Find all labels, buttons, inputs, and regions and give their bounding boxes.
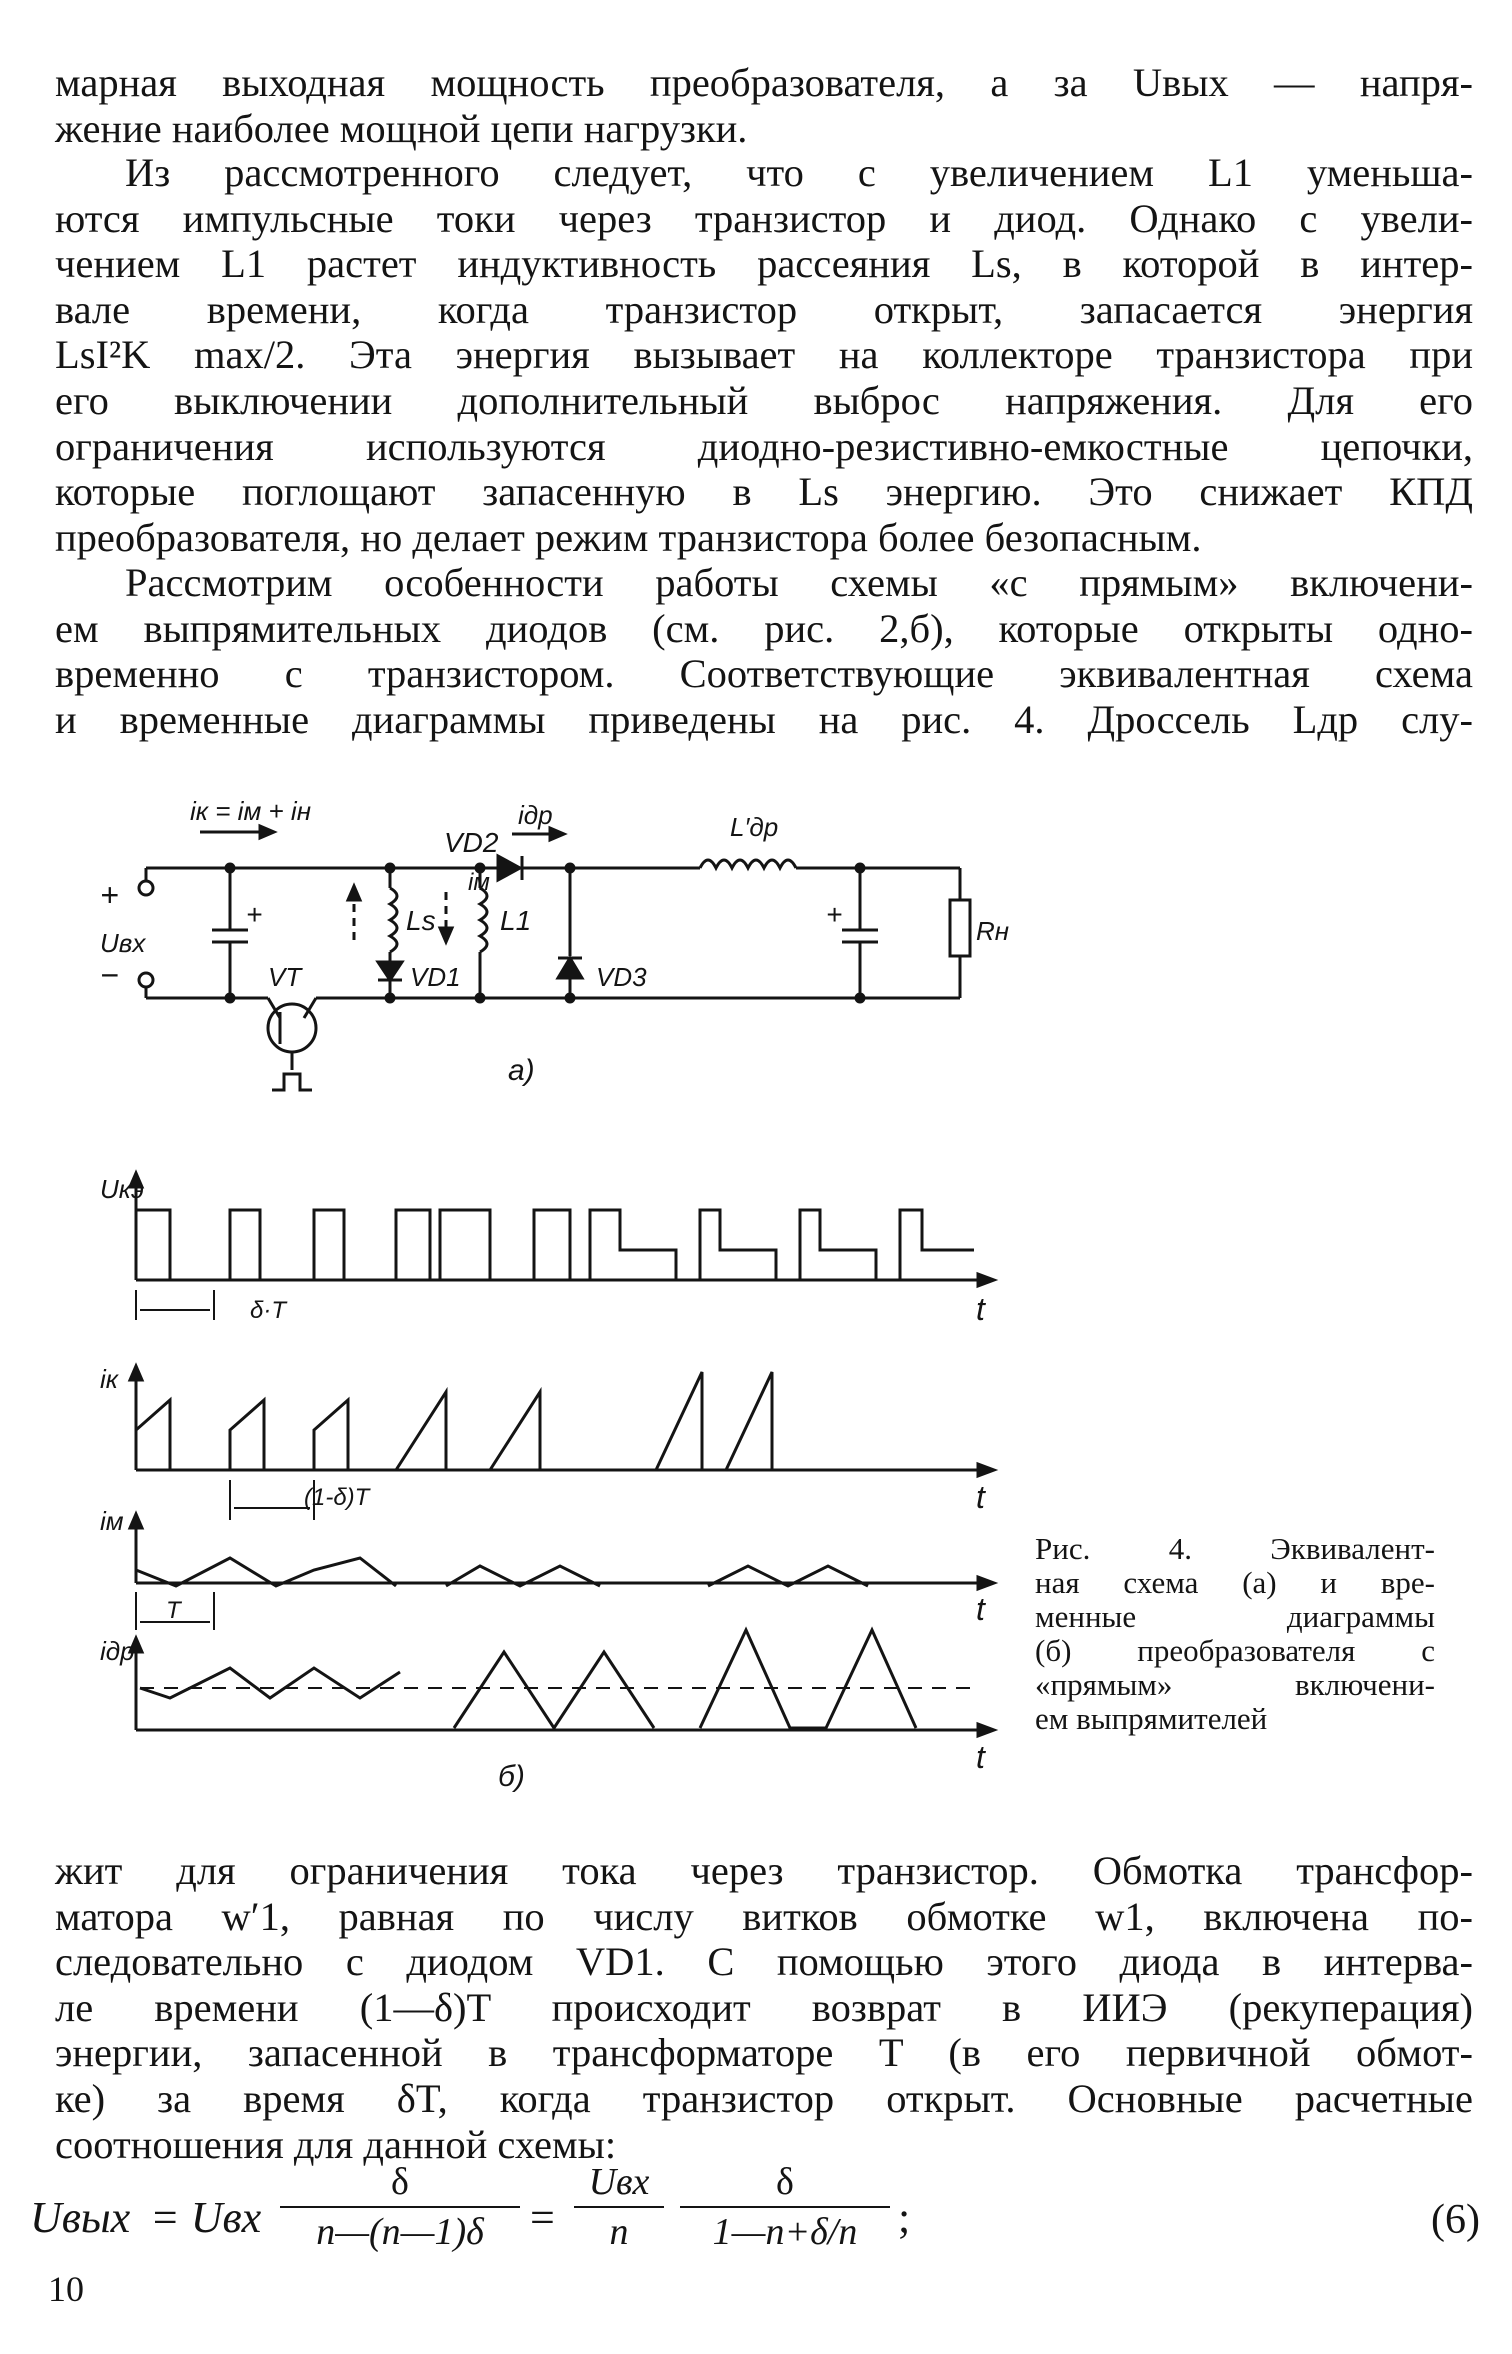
ukz-waveform <box>136 1210 974 1280</box>
uvx-label: Uвх <box>100 928 146 958</box>
fraction-2 <box>574 2160 664 2254</box>
im-circuit-label: iм <box>468 869 490 896</box>
plus-input-label: + <box>100 877 119 913</box>
inductor-ls <box>390 888 397 952</box>
formula-eq2: = <box>530 2193 555 2242</box>
caption-line: ная схема (а) и вре- <box>1035 1565 1435 1600</box>
figure-4 <box>100 780 1100 1800</box>
text-line: жение наиболее мощной цепи нагрузки. <box>55 105 748 151</box>
text-line: чением L1 растет индуктивность рассеяния Ls, в которой в интер- <box>55 241 1473 287</box>
text-line: его выключении дополнительный выброс напряжения. Для его <box>55 377 1473 423</box>
circuit-schematic <box>139 826 970 1090</box>
resistor-rn <box>950 900 970 956</box>
time-axis-label: t <box>976 1479 985 1515</box>
inductor-l1 <box>480 888 487 952</box>
text-line: марная выходная мощность преобразователя, а за Uвых — напря- <box>55 60 1473 105</box>
fraction-bar <box>574 2206 664 2208</box>
page-number: 10 <box>48 2269 84 2309</box>
fraction-3-numerator: δ <box>776 2161 794 2203</box>
diode-vd3 <box>558 958 582 978</box>
caption-line: (б) преобразователя с <box>1035 1633 1435 1668</box>
ldr-label: L′др <box>730 812 779 842</box>
text-line: ограничения используются диодно-резистивно-емкостные цепочки, <box>55 423 1473 469</box>
fraction-bar <box>280 2206 520 2208</box>
fraction-1 <box>280 2160 520 2254</box>
period-label: T <box>166 1597 181 1624</box>
text-line: LsI²K max/2. Эта энергия вызывает на коллекторе транзистора при <box>55 332 1473 378</box>
gate-pulse <box>272 1074 312 1090</box>
vd3-label: VD3 <box>596 962 647 992</box>
formula-lhs: Uвых <box>30 2193 131 2242</box>
caption-line: «прямым» включени- <box>1035 1667 1435 1702</box>
idr-axis-label: iдр <box>100 1636 135 1666</box>
vd1-label: VD1 <box>410 962 461 992</box>
terminal-plus <box>139 881 153 895</box>
subfigure-b-label: б) <box>498 1760 525 1793</box>
caption-line: ем выпрямителей <box>1035 1701 1268 1736</box>
text-line: ются импульсные токи через транзистор и диод. Однако с увели- <box>55 195 1473 241</box>
cap-plus-label: + <box>826 899 843 930</box>
ik-axis-label: iк <box>100 1364 119 1394</box>
fraction-3-denominator: 1—n+δ/n <box>712 2211 858 2253</box>
text-line: энергии, запасенной в трансформаторе T (в его первичной обмот- <box>55 2030 1473 2076</box>
inductor-ldr <box>700 860 800 868</box>
figure-drawing <box>100 780 1100 1800</box>
text-line: Из рассмотренного следует, что с увеличением L1 уменьша- <box>125 150 1473 195</box>
ik-waveform-2 <box>396 1392 540 1470</box>
diode-vd2 <box>498 856 520 880</box>
paragraph-winding <box>55 1848 1473 2167</box>
idr-waveform-1 <box>140 1668 400 1698</box>
text-line: временно с транзистором. Соответствующие эквивалентная схема <box>55 651 1473 697</box>
text-line: ле времени (1—δ)T происходит возврат в ИИЭ (рекуперация) <box>55 1984 1473 2030</box>
ik-waveform-3 <box>656 1372 772 1470</box>
idr-label: iдр <box>518 800 553 830</box>
ik-waveform-1 <box>136 1400 348 1470</box>
text-line: и временные диаграммы приведены на рис. 4. Дроссель Lдр слу- <box>55 696 1473 742</box>
text-line: преобразователя, но делает режим транзистора более безопасным. <box>55 514 1202 560</box>
figure-caption <box>1035 1532 1435 1736</box>
time-axis-label: t <box>976 1291 985 1327</box>
ls-label: Ls <box>406 905 436 936</box>
delta-t-label: δ·T <box>250 1297 286 1324</box>
rn-label: Rн <box>976 916 1010 946</box>
subfigure-a-label: а) <box>508 1054 535 1087</box>
formula-eq1: = Uвх <box>150 2193 262 2242</box>
vt-label: VT <box>268 962 302 992</box>
diagram-labels <box>100 1174 986 1793</box>
timing-diagrams <box>130 1173 994 1736</box>
idr-waveform-2 <box>454 1652 654 1728</box>
paragraph-continuation <box>55 60 1473 151</box>
time-axis-label: t <box>976 1591 985 1627</box>
one-minus-delta-t-label: (1-δ)T <box>304 1484 370 1511</box>
fraction-bar <box>680 2206 890 2208</box>
fraction-2-denominator: n <box>609 2211 629 2253</box>
text-line: следовательно с диодом VD1. С помощью этого диода в интерва- <box>55 1939 1473 1985</box>
text-line: вале времени, когда транзистор открыт, запасается энергия <box>55 286 1473 332</box>
cap-plus-label: + <box>246 899 263 930</box>
fraction-2-numerator: Uвх <box>588 2161 650 2203</box>
ik-equation: iк = iм + iн <box>190 796 311 826</box>
formula-6 <box>30 2160 1480 2270</box>
diode-vd1 <box>378 962 402 980</box>
im-axis-label: iм <box>100 1506 124 1536</box>
fraction-3 <box>680 2160 890 2254</box>
caption-line: Рис. 4. Эквивалент- <box>1035 1531 1435 1566</box>
text-line: которые поглощают запасенную в Ls энергию. Это снижает КПД <box>55 469 1473 515</box>
text-line: матора w′1, равная по числу витков обмотке w1, включена по- <box>55 1893 1473 1939</box>
paragraph-inductance <box>55 150 1473 560</box>
fraction-1-numerator: δ <box>391 2161 409 2203</box>
formula-tail: ; <box>898 2193 911 2242</box>
idr-waveform-3 <box>700 1630 916 1728</box>
text-line: жит для ограничения тока через транзистор. Обмотка трансфор- <box>55 1848 1473 1893</box>
text-line: ке) за время δT, когда транзистор открыт. Основные расчетные <box>55 2075 1473 2121</box>
l1-label: L1 <box>500 905 532 936</box>
text-line: Рассмотрим особенности работы схемы «с прямым» включени- <box>125 560 1473 605</box>
time-axis-label: t <box>976 1739 985 1775</box>
terminal-minus <box>139 973 153 987</box>
vd2-label: VD2 <box>444 827 499 858</box>
ukz-axis-label: Uкэ <box>100 1174 144 1204</box>
minus-input-label: − <box>100 957 119 993</box>
text-line: соотношения для данной схемы: <box>55 2121 617 2167</box>
paragraph-forward-scheme <box>55 560 1473 742</box>
equation-number: (6) <box>1431 2197 1480 2243</box>
caption-line: менные диаграммы <box>1035 1599 1435 1634</box>
text-line: ем выпрямительных диодов (см. рис. 2,б), которые открыты одно- <box>55 605 1473 651</box>
fraction-1-denominator: n—(n—1)δ <box>316 2211 484 2253</box>
